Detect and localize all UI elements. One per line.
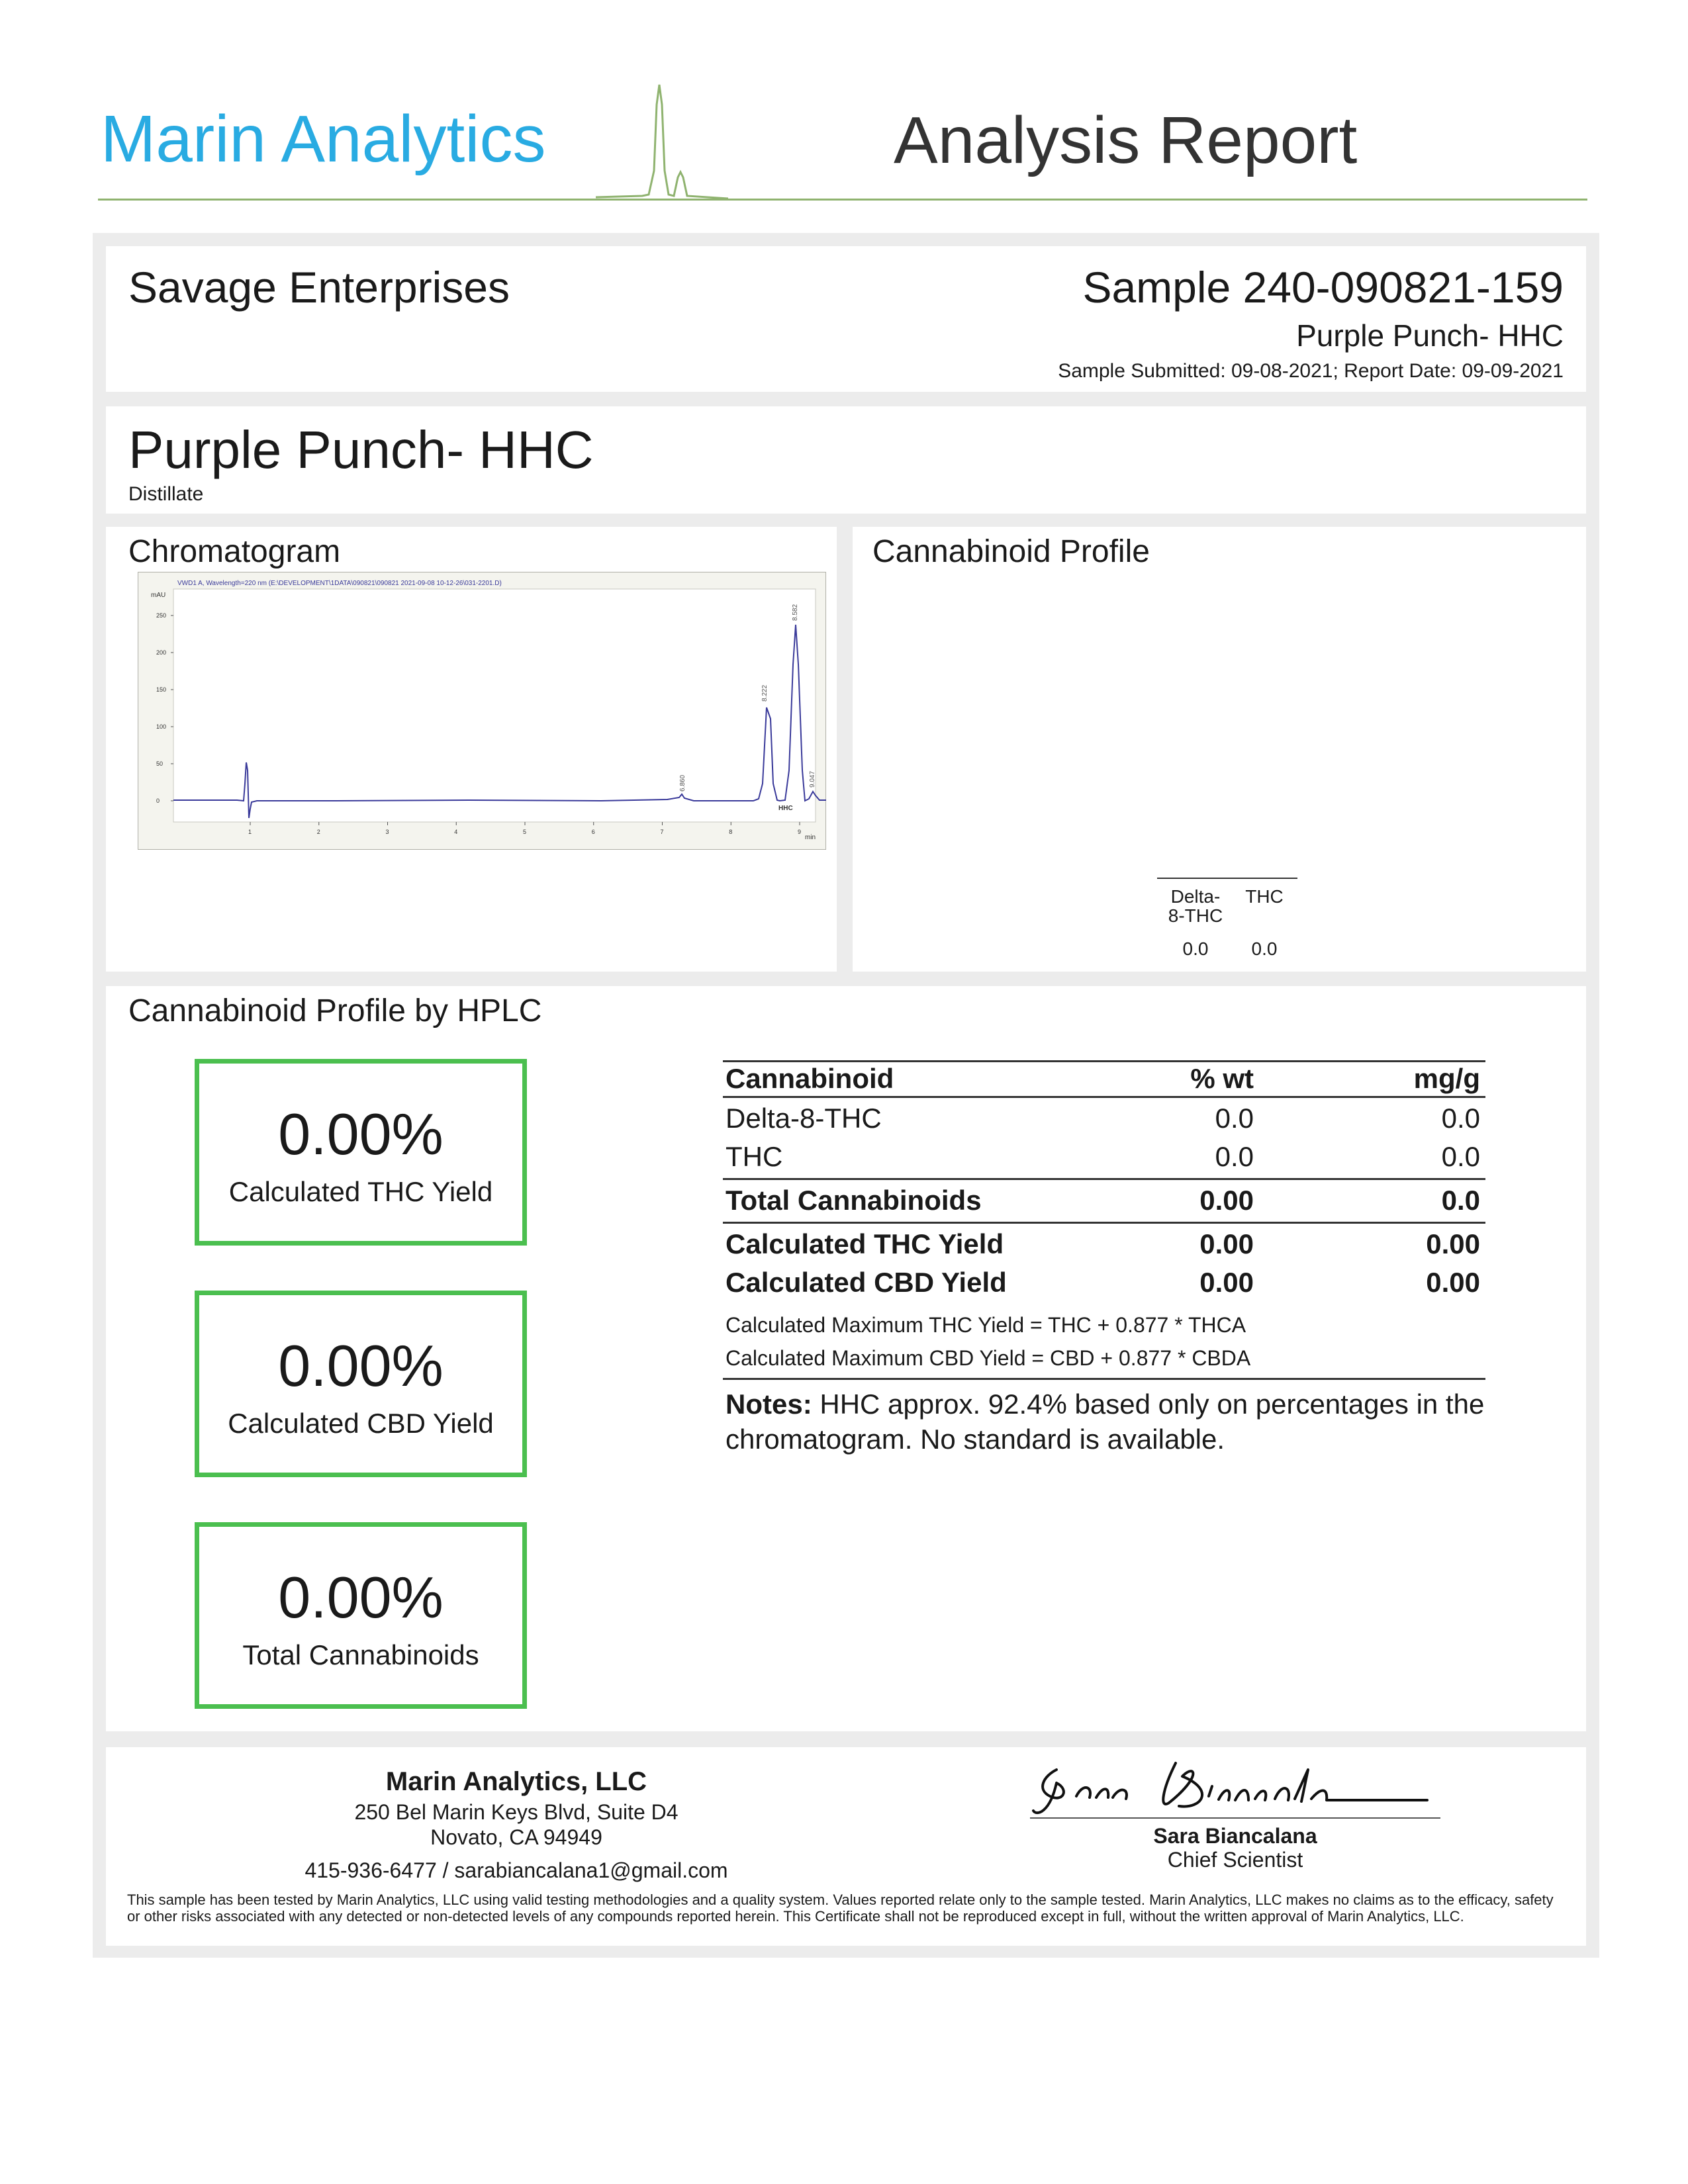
chromatogram-peak-logo	[596, 78, 728, 204]
total-cannabinoids-box	[195, 1522, 527, 1709]
header-pct-wt: % wt	[1190, 1063, 1254, 1094]
product-panel	[106, 406, 1586, 514]
yield-name: Calculated CBD Yield	[726, 1267, 1007, 1298]
sample-product: Purple Punch- HHC	[1296, 318, 1564, 353]
peak-label: 9.047	[809, 770, 816, 788]
footer-panel	[106, 1747, 1586, 1946]
row-name: THC	[726, 1141, 783, 1172]
y-unit-label: mAU	[151, 592, 166, 599]
chromatogram-title: Chromatogram	[128, 534, 341, 569]
lab-address-2: Novato, CA 94949	[430, 1825, 602, 1849]
sample-id: Sample 240-090821-159	[1082, 263, 1564, 312]
table-rule	[723, 1178, 1485, 1180]
chromatogram-image	[138, 572, 826, 850]
cbd-yield-value: 0.00%	[278, 1333, 444, 1398]
profile-category-label: THC	[1245, 886, 1284, 907]
table-rule	[723, 1378, 1485, 1380]
table-rule	[723, 1060, 1485, 1062]
y-tick-label: 50	[156, 760, 164, 767]
thc-yield-box	[195, 1059, 527, 1246]
chromatogram-header: VWD1 A, Wavelength=220 nm (E:\DEVELOPMENT\1DATA\090821\090821 2021-09-08 10-12-26\031-2201.D)	[177, 580, 502, 587]
report-title: Analysis Report	[894, 103, 1358, 177]
header-divider	[98, 199, 1587, 201]
yield-name: Calculated THC Yield	[726, 1228, 1004, 1259]
table-rule	[723, 1222, 1485, 1224]
hplc-title: Cannabinoid Profile by HPLC	[128, 993, 542, 1028]
client-name: Savage Enterprises	[128, 263, 510, 312]
formula-thc: Calculated Maximum THC Yield = THC + 0.877 * THCA	[726, 1313, 1246, 1337]
profile-value-label: 0.0	[1182, 938, 1209, 959]
disclaimer: This sample has been tested by Marin Analytics, LLC using valid testing methodologies and a quality system. Values reported relate only to the sample tested. Marin Analytics, LLC makes no claims as to the efficacy, safety or other risks associated with any detected or non-detected levels of any compounds reported herein. This Certificate shall not be reproduced except in full, without the written approval of Marin Analytics, LLC.	[127, 1891, 1554, 1925]
profile-chart-axis	[1157, 878, 1297, 879]
product-title: Purple Punch- HHC	[128, 420, 594, 479]
profile-value-label: 0.0	[1251, 938, 1278, 959]
row-pct: 0.0	[1215, 1141, 1254, 1172]
yield-mg: 0.00	[1426, 1267, 1480, 1298]
yield-pct: 0.00	[1199, 1228, 1254, 1259]
total-cannabinoids-value: 0.00%	[278, 1565, 444, 1630]
lab-contact: 415-936-6477 / sarabiancalana1@gmail.com	[305, 1858, 728, 1882]
peak-label: 8.582	[792, 604, 799, 621]
chromatogram-panel	[106, 527, 837, 972]
hplc-panel	[106, 986, 1586, 1731]
signature-image	[1030, 1750, 1440, 1819]
peak-label: 6.860	[679, 774, 686, 792]
x-tick-label: 3	[385, 829, 389, 835]
x-tick-label: 1	[248, 829, 252, 835]
thc-yield-value: 0.00%	[278, 1101, 444, 1167]
y-tick-label: 100	[156, 723, 167, 730]
total-cannabinoids-label: Total Cannabinoids	[242, 1639, 479, 1670]
total-name: Total Cannabinoids	[726, 1185, 982, 1216]
cannabinoid-profile-title: Cannabinoid Profile	[872, 534, 1150, 569]
notes-label: Notes:	[726, 1388, 812, 1420]
lab-address-1: 250 Bel Marin Keys Blvd, Suite D4	[354, 1800, 679, 1824]
lab-name: Marin Analytics, LLC	[385, 1767, 647, 1796]
signature-line	[1030, 1817, 1440, 1819]
signer-name: Sara Biancalana	[1153, 1824, 1317, 1848]
x-tick-label: 8	[729, 829, 733, 835]
client-panel	[106, 246, 1586, 392]
profile-category-label: Delta- 8-THC	[1168, 886, 1223, 927]
y-tick-label: 200	[156, 649, 167, 656]
brand-logo-text: Marin Analytics	[101, 102, 546, 176]
yield-mg: 0.00	[1426, 1228, 1480, 1259]
x-tick-label: 5	[523, 829, 527, 835]
total-pct: 0.00	[1199, 1185, 1254, 1216]
header-cannabinoid: Cannabinoid	[726, 1063, 894, 1094]
row-name: Delta-8-THC	[726, 1103, 882, 1134]
hhc-annotation: HHC	[778, 805, 793, 812]
cbd-yield-label: Calculated CBD Yield	[228, 1408, 494, 1439]
row-mg: 0.0	[1441, 1103, 1480, 1134]
cbd-yield-box	[195, 1291, 527, 1477]
yield-pct: 0.00	[1199, 1267, 1254, 1298]
total-mg: 0.0	[1441, 1185, 1480, 1216]
thc-yield-label: Calculated THC Yield	[228, 1176, 493, 1207]
formula-cbd: Calculated Maximum CBD Yield = CBD + 0.877 * CBDA	[726, 1346, 1251, 1370]
y-tick-label: 150	[156, 686, 167, 693]
peak-label: 8.222	[761, 684, 769, 702]
sample-dates: Sample Submitted: 09-08-2021; Report Date: 09-09-2021	[1058, 360, 1564, 382]
row-mg: 0.0	[1441, 1141, 1480, 1172]
x-tick-label: 4	[454, 829, 458, 835]
product-type: Distillate	[128, 483, 204, 505]
x-tick-label: 6	[591, 829, 595, 835]
x-tick-label: 2	[316, 829, 320, 835]
notes-text: HHC approx. 92.4% based only on percentages in the chromatogram. No standard is available.	[726, 1388, 1485, 1455]
x-unit-label: min	[805, 834, 816, 841]
table-rule	[723, 1096, 1485, 1098]
x-tick-label: 9	[798, 829, 802, 835]
y-tick-label: 0	[156, 797, 160, 804]
header-mg-g: mg/g	[1413, 1063, 1480, 1094]
signer-title: Chief Scientist	[1167, 1848, 1303, 1872]
notes	[726, 1387, 1487, 1457]
cannabinoid-profile-panel	[853, 527, 1586, 972]
y-tick-label: 250	[156, 612, 167, 619]
x-tick-label: 7	[660, 829, 664, 835]
row-pct: 0.0	[1215, 1103, 1254, 1134]
